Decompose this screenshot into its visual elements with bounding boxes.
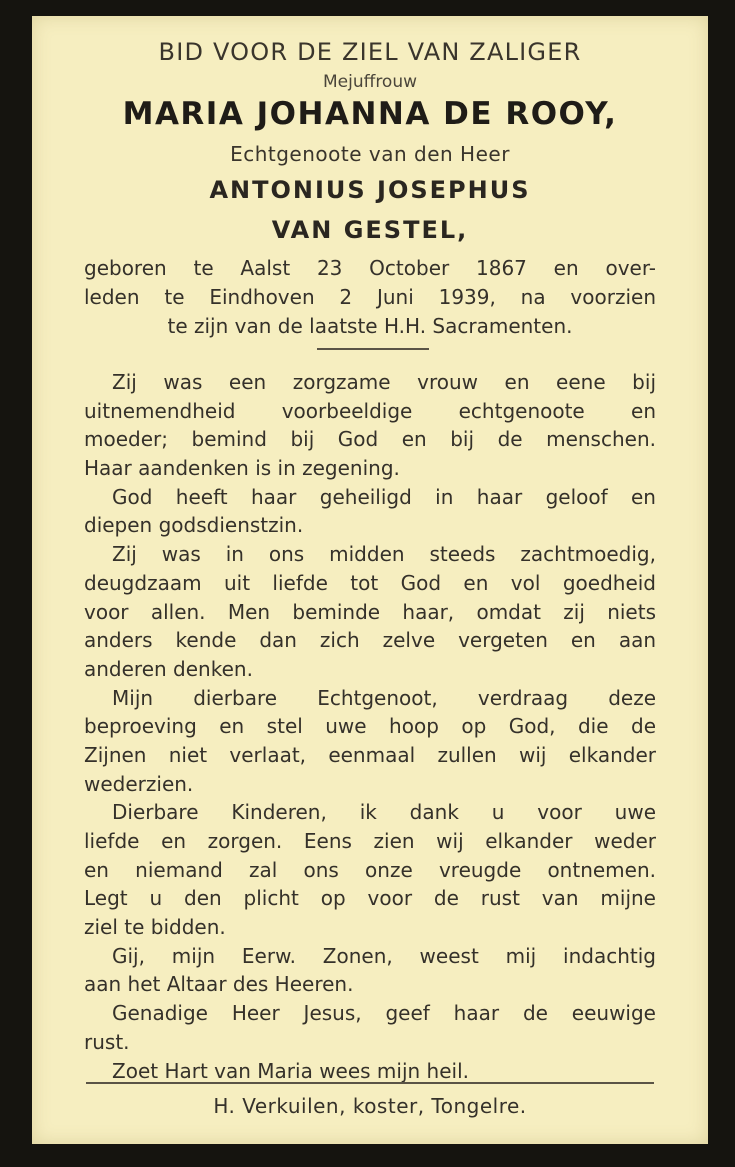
divider: [317, 348, 429, 350]
text-line: God heeft haar geheiligd in haar geloof en: [112, 484, 656, 509]
text-line: Zoet Hart van Maria wees mijn heil.: [112, 1058, 470, 1083]
text-line: Zij was in ons midden steeds zachtmoedig,: [112, 542, 656, 567]
text-line: Haar aandenken is in zegening.: [84, 456, 400, 481]
dates-line: geboren te Aalst 23 October 1867 en over-: [84, 256, 656, 280]
text-line: ziel te bidden.: [84, 915, 226, 940]
text-line: deugdzaam uit liefde tot God en vol goedheid: [84, 570, 656, 595]
text-line: anders kende dan zich zelve vergeten en aan: [84, 628, 656, 653]
text-line: Gij, mijn Eerw. Zonen, weest mij indachtig: [112, 943, 656, 968]
spouse-intro: Echtgenoote van den Heer: [230, 142, 510, 166]
dates-line: te zijn van de laatste H.H. Sacramenten.: [167, 314, 573, 338]
text-line: diepen godsdienstzin.: [84, 513, 304, 538]
memorial-text: [84, 368, 656, 1085]
prayer-heading: BID VOOR DE ZIEL VAN ZALIGER: [158, 38, 582, 66]
text-line: en niemand zal ons onze vreugde ontnemen.: [84, 857, 656, 882]
text-line: beproeving en stel uwe hoop op God, die de: [84, 714, 656, 739]
text-line: uitnemendheid voorbeeldige echtgenoote en: [84, 398, 656, 423]
birth-death-info: [84, 254, 656, 341]
text-line: Dierbare Kinderen, ik dank u voor uwe: [112, 800, 656, 825]
printer-credit: H. Verkuilen, koster, Tongelre.: [213, 1094, 527, 1118]
text-line: liefde en zorgen. Eens zien wij elkander weder: [84, 829, 656, 853]
text-line: moeder; bemind bij God en bij de menschen.: [84, 427, 656, 452]
text-line: wederzien.: [84, 771, 194, 796]
text-line: Zij was een zorgzame vrouw en eene bij: [112, 370, 656, 394]
husband-name-line2: VAN GESTEL,: [271, 216, 469, 244]
dates-line: leden te Eindhoven 2 Juni 1939, na voorzien: [84, 285, 656, 309]
deceased-name: MARIA JOHANNA DE ROOY,: [122, 96, 618, 132]
text-line: aan het Altaar des Heeren.: [84, 972, 354, 997]
text-line: Legt u den plicht op voor de rust van mijne: [84, 886, 656, 911]
text-line: Genadige Heer Jesus, geef haar de eeuwige: [112, 1001, 656, 1026]
husband-name-line1: ANTONIUS JOSEPHUS: [209, 176, 531, 204]
footer-divider: [86, 1082, 654, 1084]
text-line: Zijnen niet verlaat, eenmaal zullen wij elkander: [84, 742, 656, 767]
text-line: anderen denken.: [84, 656, 253, 681]
text-line: Mijn dierbare Echtgenoot, verdraag deze: [112, 685, 656, 710]
title-mejuffrouw: Mejuffrouw: [322, 72, 418, 92]
text-line: rust.: [84, 1029, 130, 1054]
memorial-card: [32, 16, 708, 1144]
text-line: voor allen. Men beminde haar, omdat zij niets: [84, 599, 656, 624]
